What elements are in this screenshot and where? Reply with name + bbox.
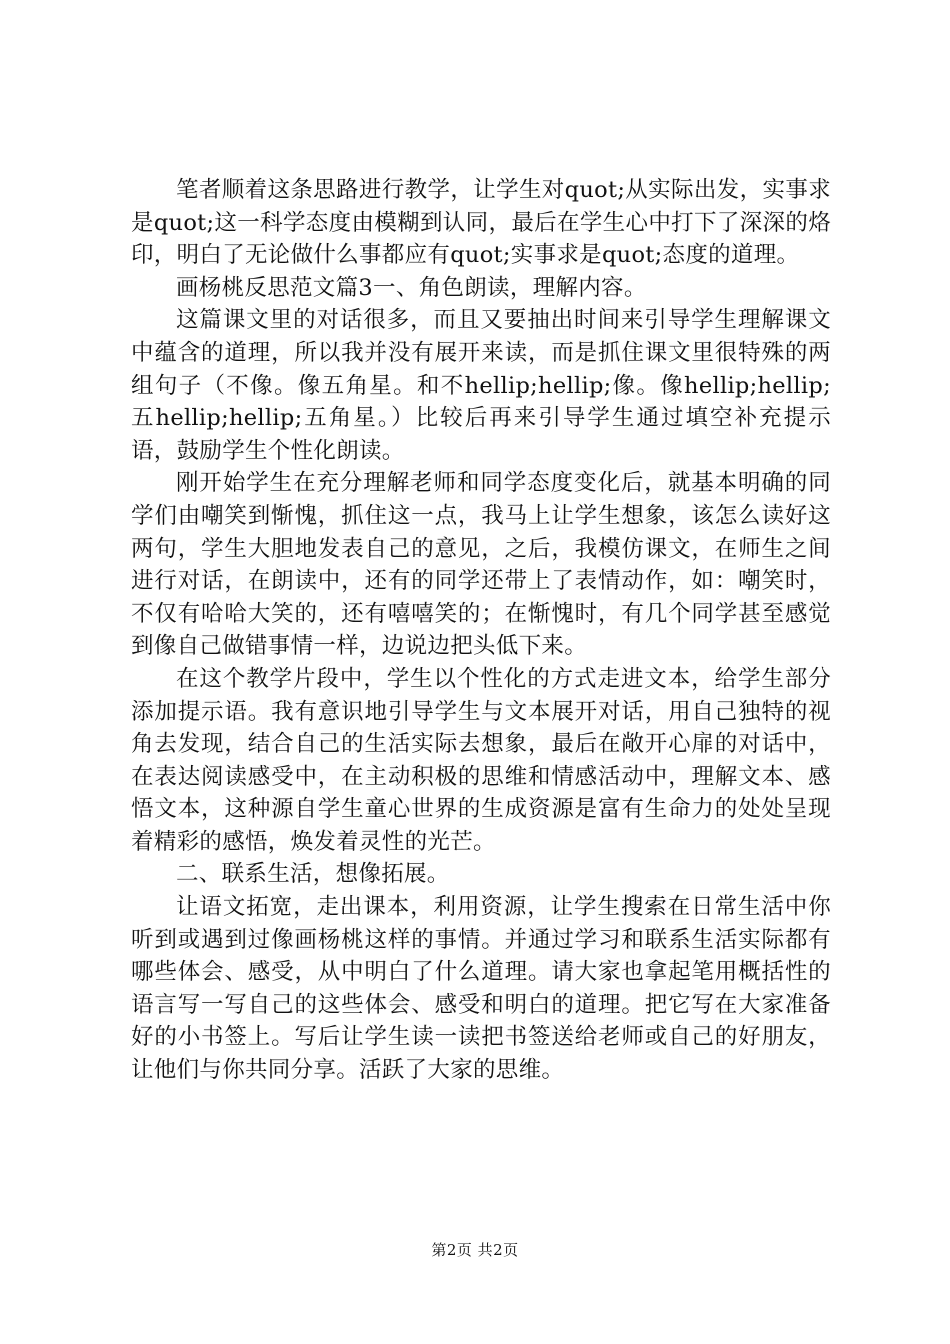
paragraph-heading: 二、联系生活，想像拓展。 (176, 861, 450, 888)
paragraph-heading: 画杨桃反思范文篇3一、角色朗读，理解内容。 (176, 274, 647, 301)
paragraph: 这篇课文里的对话很多，而且又要抽出时间来引导学生理解课文中蕴含的道理，所以我并没有展开来读，而是抓住课文里很特殊的两组句子（不像。像五角星。和不hellip;hellip;像。像hellip;hellip;五hellip;hellip;五角星。）比较后再来引导学生通过填空补充提示语，鼓励学生个性化朗读。 (131, 307, 831, 464)
page-number-footer: 第2页 共2页 (431, 1241, 519, 1259)
paragraph: 在这个教学片段中，学生以个性化的方式走进文本，给学生部分添加提示语。我有意识地引导学生与文本展开对话，用自己独特的视角去发现，结合自己的生活实际去想象，最后在敞开心扉的对话中，在表达阅读感受中，在主动积极的思维和情感活动中，理解文本、感悟文本，这种源自学生童心世界的生成资源是富有生命力的处处呈现着精彩的感悟，焕发着灵性的光芒。 (131, 665, 831, 855)
document-body (131, 174, 831, 1087)
paragraph: 让语文拓宽，走出课本，利用资源，让学生搜索在日常生活中你听到或遇到过像画杨桃这样的事情。并通过学习和联系生活实际都有哪些体会、感受，从中明白了什么道理。请大家也拿起笔用概括性的语言写一写自己的这些体会、感受和明白的道理。把它写在大家准备好的小书签上。写后让学生读一读把书签送给老师或自己的好朋友，让他们与你共同分享。活跃了大家的思维。 (131, 894, 831, 1084)
paragraph: 刚开始学生在充分理解老师和同学态度变化后，就基本明确的同学们由嘲笑到惭愧，抓住这一点，我马上让学生想象，该怎么读好这两句，学生大胆地发表自己的意见，之后，我模仿课文，在师生之间进行对话，在朗读中，还有的同学还带上了表情动作，如：嘲笑时，不仅有哈哈大笑的，还有嘻嘻笑的；在惭愧时，有几个同学甚至感觉到像自己做错事情一样，边说边把头低下来。 (131, 470, 831, 660)
paragraph: 笔者顺着这条思路进行教学，让学生对quot;从实际出发，实事求是quot;这一科学态度由模糊到认同，最后在学生心中打下了深深的烙印，明白了无论做什么事都应有quot;实事求是quot;态度的道理。 (131, 177, 831, 269)
